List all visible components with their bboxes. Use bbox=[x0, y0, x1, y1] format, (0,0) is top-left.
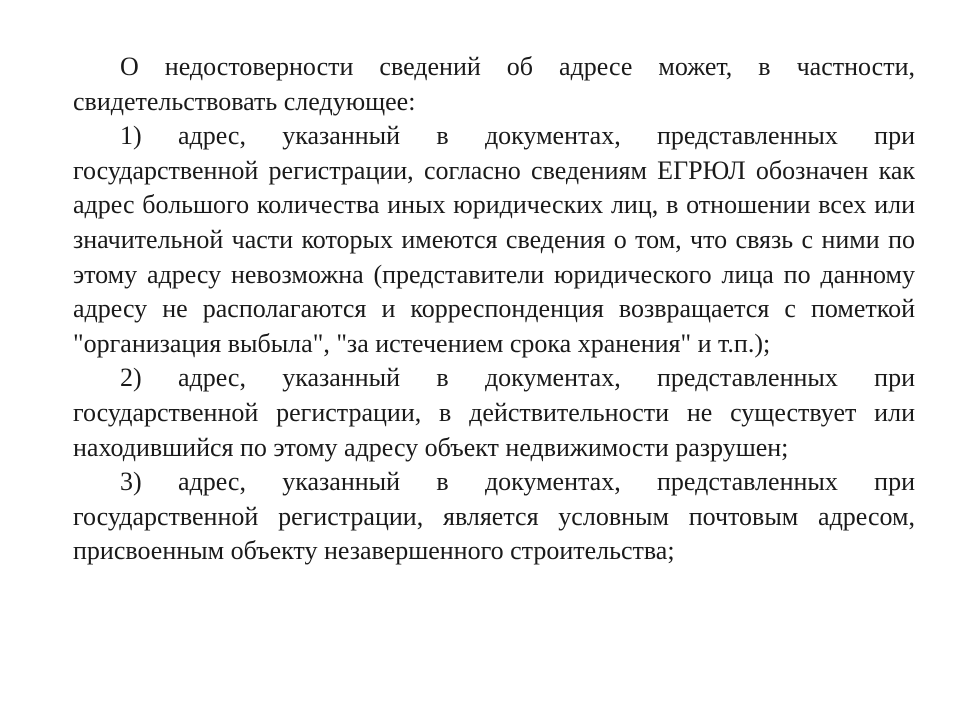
slide-text-block bbox=[73, 50, 915, 569]
intro-paragraph: О недостоверности сведений об адресе может, в частности, свидетельствовать следующее: bbox=[73, 52, 915, 116]
list-item-2: 2) адрес, указанный в документах, представленных при государственной регистрации, в действительности не существует или находившийся по этому адресу объект недвижимости разрушен; bbox=[73, 363, 915, 462]
list-item-1: 1) адрес, указанный в документах, представленных при государственной регистрации, согласно сведениям ЕГРЮЛ обозначен как адрес большого количества иных юридических лиц, в отношении всех или значительной части которых имеются сведения о том, что связь с ними по этому адресу невозможна (представители юридического лица по данному адресу не располагаются и корреспонденция возвращается с пометкой "организация выбыла", "за истечением срока хранения" и т.п.); bbox=[73, 121, 915, 358]
list-item-3: 3) адрес, указанный в документах, представленных при государственной регистрации, является условным почтовым адресом, присвоенным объекту незавершенного строительства; bbox=[73, 467, 915, 566]
